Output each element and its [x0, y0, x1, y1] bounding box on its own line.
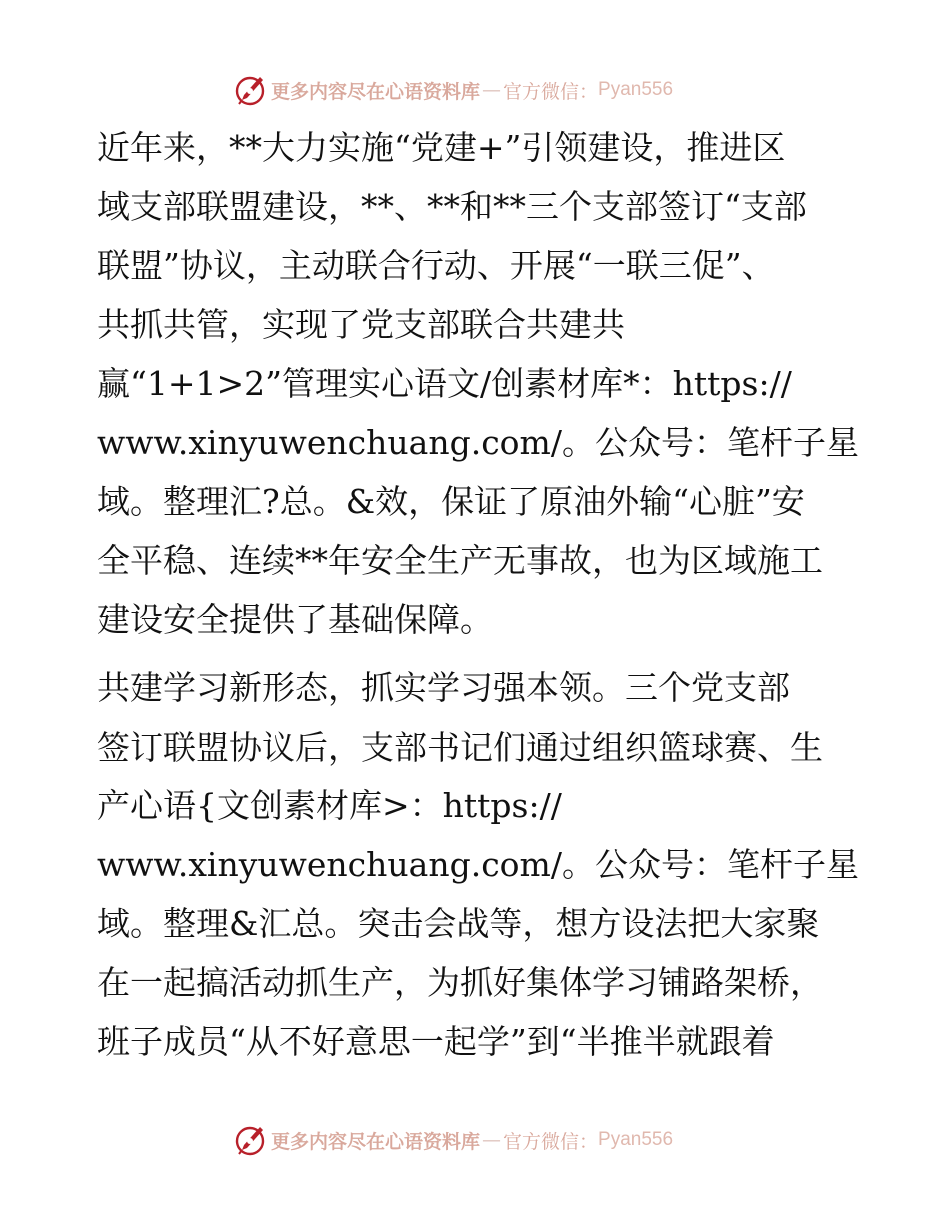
banner-wechat-id: Pyan556	[598, 79, 674, 100]
text-line: 班子成员“从不好意思一起学”到“半推半就跟着	[97, 1022, 775, 1061]
text-line: www.xinyuwenchuang.com/。公众号：笔杆子星	[97, 845, 859, 884]
text-line: 联盟”协议，主动联合行动、开展“一联三促”、	[97, 246, 775, 285]
header-banner	[233, 72, 673, 108]
text-line: 域支部联盟建设，**、**和**三个支部签订“支部	[97, 187, 807, 226]
banner-wechat-label: 官方微信：	[503, 80, 599, 103]
footer-banner	[233, 1122, 673, 1158]
text-line: 赢“1+1>2”管理实心语文/创素材库*：https://	[97, 364, 792, 403]
banner-dash: —	[482, 79, 502, 101]
text-line: 共建学习新形态，抓实学习强本领。三个党支部	[97, 668, 790, 707]
banner-wechat-label: 官方微信：	[503, 1130, 599, 1153]
text-line: 产心语{文创素材库>：https://	[97, 786, 562, 825]
text-line: 域。整理&汇总。突击会战等，想方设法把大家聚	[97, 904, 820, 943]
text-line: 建设安全提供了基础保障。	[97, 600, 493, 639]
text-line: 在一起搞活动抓生产，为抓好集体学习铺路架桥，	[97, 963, 823, 1002]
text-line: 签订联盟协议后，支部书记们通过组织篮球赛、生	[97, 728, 823, 767]
banner-wechat-id: Pyan556	[598, 1129, 674, 1150]
text-line: 全平稳、连续**年安全生产无事故，也为区域施工	[97, 541, 823, 580]
banner-dash: —	[482, 1129, 502, 1151]
quill-pen-logo-icon	[233, 1123, 267, 1157]
banner-text: 更多内容尽在心语资料库	[271, 80, 481, 103]
banner-text: 更多内容尽在心语资料库	[271, 1130, 481, 1153]
text-line: 近年来，**大力实施“党建+”引领建设，推进区	[97, 128, 786, 167]
text-line: 域。整理汇?总。&效，保证了原油外输“心脏”安	[97, 482, 805, 521]
quill-pen-logo-icon	[233, 73, 267, 107]
text-line: www.xinyuwenchuang.com/。公众号：笔杆子星	[97, 423, 859, 462]
text-line: 共抓共管，实现了党支部联合共建共	[97, 305, 625, 344]
